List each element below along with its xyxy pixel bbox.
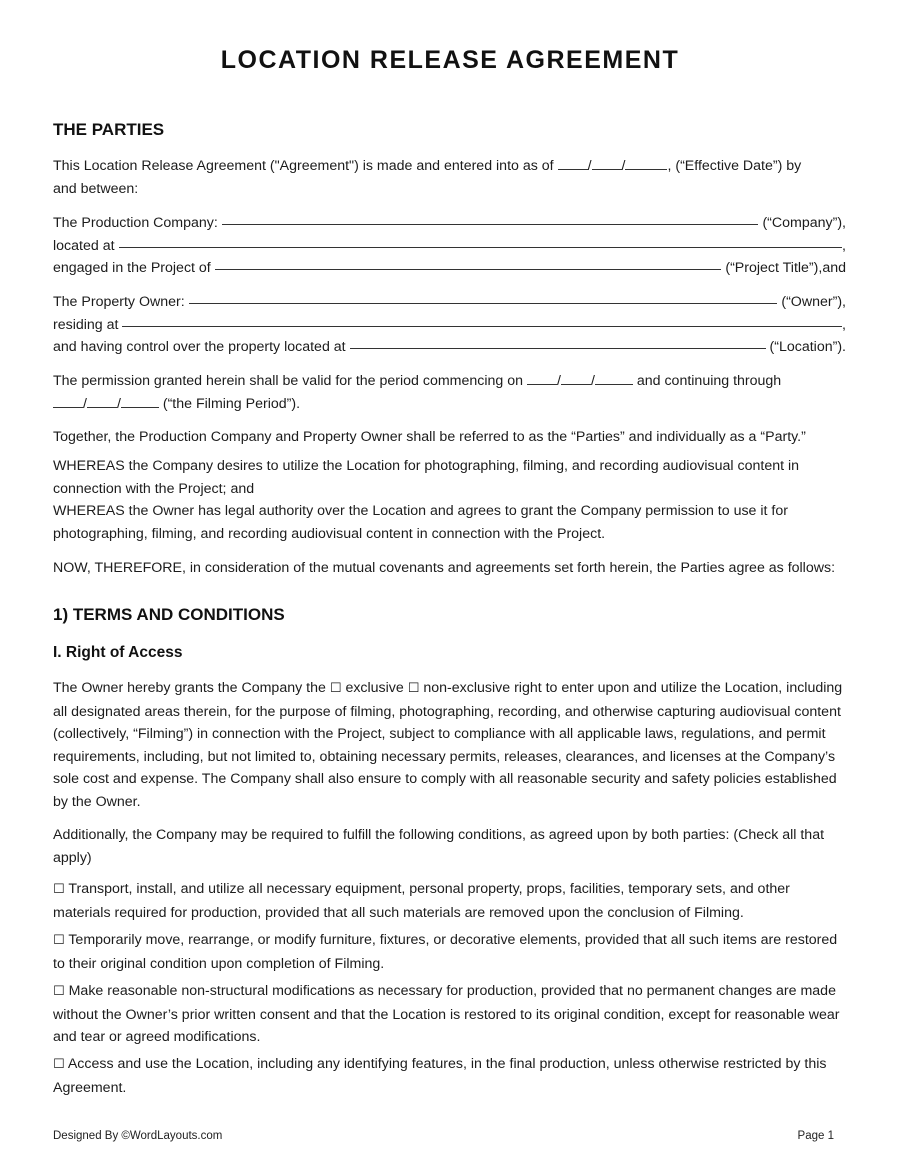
project-label: engaged in the Project of	[53, 260, 211, 276]
location-address-field[interactable]	[350, 334, 766, 349]
date-separator: /	[116, 395, 121, 412]
condition-item	[53, 980, 846, 1049]
exclusive-checkbox[interactable]: ☐	[329, 681, 342, 696]
production-company-field[interactable]	[222, 210, 759, 225]
company-address-field[interactable]	[119, 233, 843, 248]
project-title-field[interactable]	[215, 255, 722, 270]
condition-checkbox[interactable]: ☐	[53, 933, 65, 948]
company-suffix: (“Company”),	[762, 215, 846, 231]
exclusive-label: exclusive	[345, 680, 404, 696]
additional-conditions-intro: Additionally, the Company may be required to fulfill the following conditions, as agreed upon by both parties: (Check all that apply)	[53, 827, 825, 866]
date-separator: /	[590, 373, 595, 389]
control-label: and having control over the property located at	[53, 339, 346, 355]
intro-text: This Location Release Agreement ("Agreement") is made and entered into as of	[53, 158, 554, 174]
now-therefore-paragraph: NOW, THEREFORE, in consideration of the mutual covenants and agreements set forth herein, the Parties agree as follows:	[53, 560, 836, 576]
residing-label: residing at	[53, 316, 119, 333]
end-date-day-field[interactable]	[87, 395, 117, 408]
section-terms-heading: 1) TERMS AND CONDITIONS	[53, 605, 285, 624]
condition-text: Transport, install, and utilize all necessary equipment, personal property, props, facilities, temporary sets, and other materials required for production, provided that all such materials are removed upon the conclusion of Filming.	[53, 881, 790, 921]
date-separator: /	[587, 158, 592, 174]
project-suffix: (“Project Title”),and	[725, 260, 846, 276]
together-paragraph: Together, the Production Company and Property Owner shall be referred to as the “Parties” and individually as a “Party.”	[53, 429, 806, 445]
intro-continuation: and between:	[53, 180, 139, 197]
company-block	[53, 212, 846, 280]
parties-heading: THE PARTIES	[53, 120, 165, 139]
condition-text: Temporarily move, rearrange, or modify furniture, fixtures, or decorative elements, provided that all such items are restored to their original condition upon completion of Filming.	[53, 932, 838, 972]
owner-label: The Property Owner:	[53, 294, 185, 310]
period-text: The permission granted herein shall be valid for the period commencing on	[53, 373, 524, 389]
end-date-month-field[interactable]	[53, 395, 83, 408]
comma: ,	[842, 316, 846, 333]
period-suffix: (“the Filming Period”).	[162, 395, 301, 412]
effective-date-month-field[interactable]	[558, 157, 588, 170]
effective-date-suffix: , (“Effective Date”) by	[667, 158, 802, 174]
access-text: The Owner hereby grants the Company the	[53, 680, 326, 696]
condition-checkbox[interactable]: ☐	[53, 1057, 65, 1072]
condition-text: Access and use the Location, including any identifying features, in the final production, unless otherwise restricted by this Agreement.	[53, 1056, 827, 1096]
date-separator: /	[556, 373, 561, 389]
start-date-day-field[interactable]	[561, 372, 591, 385]
comma: ,	[842, 237, 846, 254]
condition-item	[53, 929, 846, 975]
document-title: LOCATION RELEASE AGREEMENT	[220, 46, 680, 74]
page-number: Page 1	[797, 1130, 834, 1142]
condition-checkbox[interactable]: ☐	[53, 984, 65, 999]
date-separator: /	[83, 395, 87, 412]
whereas-paragraphs	[53, 455, 846, 545]
filming-period-paragraph	[53, 370, 846, 415]
owner-block	[53, 291, 846, 359]
condition-text: Make reasonable non-structural modifications as necessary for production, provided that no permanent changes are made without the Owner’s prior written consent and that the Location is restored to its original condition, except for reasonable wear and tear or agreed modifications.	[53, 983, 840, 1045]
end-date-year-field[interactable]	[121, 395, 159, 408]
owner-suffix: (“Owner”),	[781, 294, 846, 310]
effective-date-year-field[interactable]	[625, 157, 667, 170]
whereas-company: WHEREAS the Company desires to utilize the Location for photographing, filming, and recording audiovisual content in connection with the Project; and	[53, 458, 800, 497]
subsection-right-of-access-heading: I. Right of Access	[53, 644, 183, 661]
intro-paragraph	[53, 155, 846, 200]
non-exclusive-label: non-exclusive	[423, 680, 511, 696]
production-company-label: The Production Company:	[53, 215, 218, 231]
date-separator: /	[621, 158, 626, 174]
condition-checkbox[interactable]: ☐	[53, 882, 65, 897]
effective-date-day-field[interactable]	[592, 157, 622, 170]
location-suffix: (“Location”).	[769, 339, 846, 355]
non-exclusive-checkbox[interactable]: ☐	[407, 681, 420, 696]
whereas-owner: WHEREAS the Owner has legal authority over the Location and agrees to grant the Company permission to use it for photographing, filming, and recording audiovisual content in connection with the Project.	[53, 503, 788, 542]
right-of-access-paragraph	[53, 677, 846, 813]
condition-item	[53, 878, 846, 924]
access-text-continued: right to enter upon and utilize the Location, including all designated areas therein, for the purpose of filming, photographing, recording, and otherwise capturing audiovisual content (collectively, “Filming”) in connection with the Project, subject to compliance with all applicable laws, regulations, and permit requirements, including, but not limited to, obtaining necessary permits, releases, clearances, and licenses at the Company’s sole cost and expense. The Company shall also ensure to comply with all reasonable security and safety policies established by the Owner.	[53, 680, 843, 810]
located-at-label: located at	[53, 237, 115, 254]
period-between-text: and continuing through	[636, 373, 782, 389]
owner-name-field[interactable]	[189, 289, 778, 304]
footer-credit: Designed By ©WordLayouts.com	[53, 1130, 223, 1142]
owner-address-field[interactable]	[122, 312, 842, 327]
condition-item	[53, 1053, 846, 1099]
start-date-year-field[interactable]	[595, 372, 633, 385]
start-date-month-field[interactable]	[527, 372, 557, 385]
